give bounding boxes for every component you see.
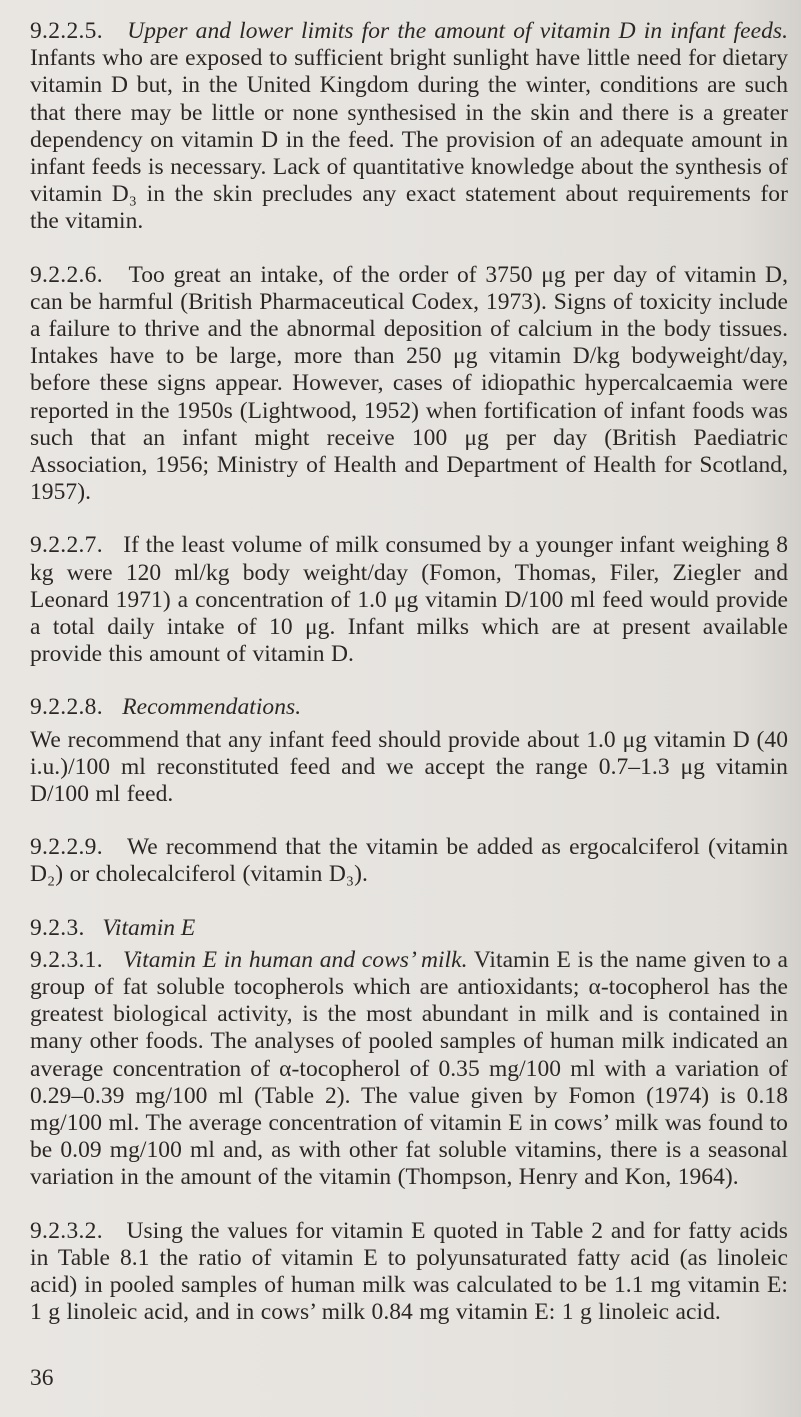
paragraph-number: 9.2.2.7. <box>30 532 103 559</box>
paragraph-9-2-2-9 <box>30 834 788 888</box>
paragraph-9-2-2-8-body <box>30 727 788 809</box>
paragraph-number: 9.2.2.5. <box>30 18 103 44</box>
paragraph-9-2-3-1 <box>30 947 788 1192</box>
page-content <box>30 18 788 1326</box>
paragraph-title: Vitamin E in human and cows’ milk. <box>122 946 468 973</box>
paragraph-text: Infants who are exposed to sufficient bright sunlight have little need for dietary vitamin D but, in the United Kingdom during the winter, conditions are such that there may be little or none synthesised in the skin and there is a greater dependency on vitamin D in the feed. The provision of an adequate amount in infant feeds is necessary. Lack of quantitative knowledge about the synthesis of vitamin D₃ in the skin precludes any exact statement about requirements for the vitamin. <box>30 45 788 235</box>
paragraph-title: Upper and lower limits for the amount of vitamin D in infant feeds. <box>127 18 788 44</box>
paragraph-number: 9.2.3.2. <box>30 1217 103 1244</box>
paragraph-number: 9.2.2.8. <box>30 694 103 721</box>
paragraph-9-2-2-5 <box>30 18 788 236</box>
paragraph-text: Using the values for vitamin E quoted in Table 2 and for fatty acids in Table 8.1 the ratio of vitamin E to polyunsaturated fatty acid (as linoleic acid) in pooled samples of human milk was calculated to be 1.1 mg vitamin E: 1 g linoleic acid, and in cows’ milk 0.84 mg vitamin E: 1 g linoleic acid. <box>30 1217 788 1326</box>
paragraph-number: 9.2.2.6. <box>30 261 103 288</box>
paragraph-title: Recommendations. <box>122 694 302 721</box>
page-number: 36 <box>30 1365 54 1391</box>
paragraph-9-2-2-6 <box>30 262 788 507</box>
paragraph-text: We recommend that any infant feed should provide about 1.0 μg vitamin D (40 i.u.)/100 ml reconstituted feed and we accept the range 0.7–1.3 μg vitamin D/100 ml feed. <box>30 726 788 808</box>
section-number: 9.2.3. <box>30 914 85 941</box>
paragraph-number: 9.2.3.1. <box>30 946 103 973</box>
paragraph-number: 9.2.2.9. <box>30 834 103 861</box>
paragraph-text: If the least volume of milk consumed by a younger infant weighing 8 kg were 120 ml/kg body weight/day (Fomon, Thomas, Filer, Ziegler and Leonard 1971) a concentration of 1.0 μg vitamin D/100 ml feed would provide a total daily intake of 10 μg. Infant milks which are at present available provide this amount of vitamin D. <box>30 532 789 668</box>
paragraph-9-2-2-8 <box>30 694 788 721</box>
paragraph-text: We recommend that the vitamin be added as ergocalciferol (vitamin D₂) or cholecalciferol (vitamin D₃). <box>30 834 788 888</box>
section-title: Vitamin E <box>102 914 196 941</box>
section-heading-9-2-3 <box>30 915 788 942</box>
paragraph-9-2-3-2 <box>30 1218 788 1327</box>
paragraph-9-2-2-7 <box>30 532 788 668</box>
paragraph-text: Vitamin E is the name given to a group of fat soluble tocopherols which are antioxidants; α-tocopherol has the greatest biological activity, is the most abundant in milk and is contained in many other foods. The analyses of pooled samples of human milk indicated an average concentration of α-tocopherol of 0.35 mg/100 ml with a variation of 0.29–0.39 mg/100 ml (Table 2). The value given by Fomon (1974) is 0.18 mg/100 ml. The average concentration of vitamin E in cows’ milk was found to be 0.09 mg/100 ml and, as with other fat soluble vitamins, there is a seasonal variation in the amount of the vitamin (Thompson, Henry and Kon, 1964). <box>30 946 788 1191</box>
paragraph-text: Too great an intake, of the order of 3750 μg per day of vitamin D, can be harmful (British Pharmaceutical Codex, 1973). Signs of toxicity include a failure to thrive and the abnormal deposition of calcium in the body tissues. Intakes have to be large, more than 250 μg vitamin D/kg bodyweight/day, before these signs appear. However, cases of idiopathic hypercalcaemia were reported in the 1950s (Lightwood, 1952) when fortification of infant foods was such that an infant might receive 100 μg per day (British Paediatric Association, 1956; Ministry of Health and Department of Health for Scotland, 1957). <box>30 261 788 506</box>
